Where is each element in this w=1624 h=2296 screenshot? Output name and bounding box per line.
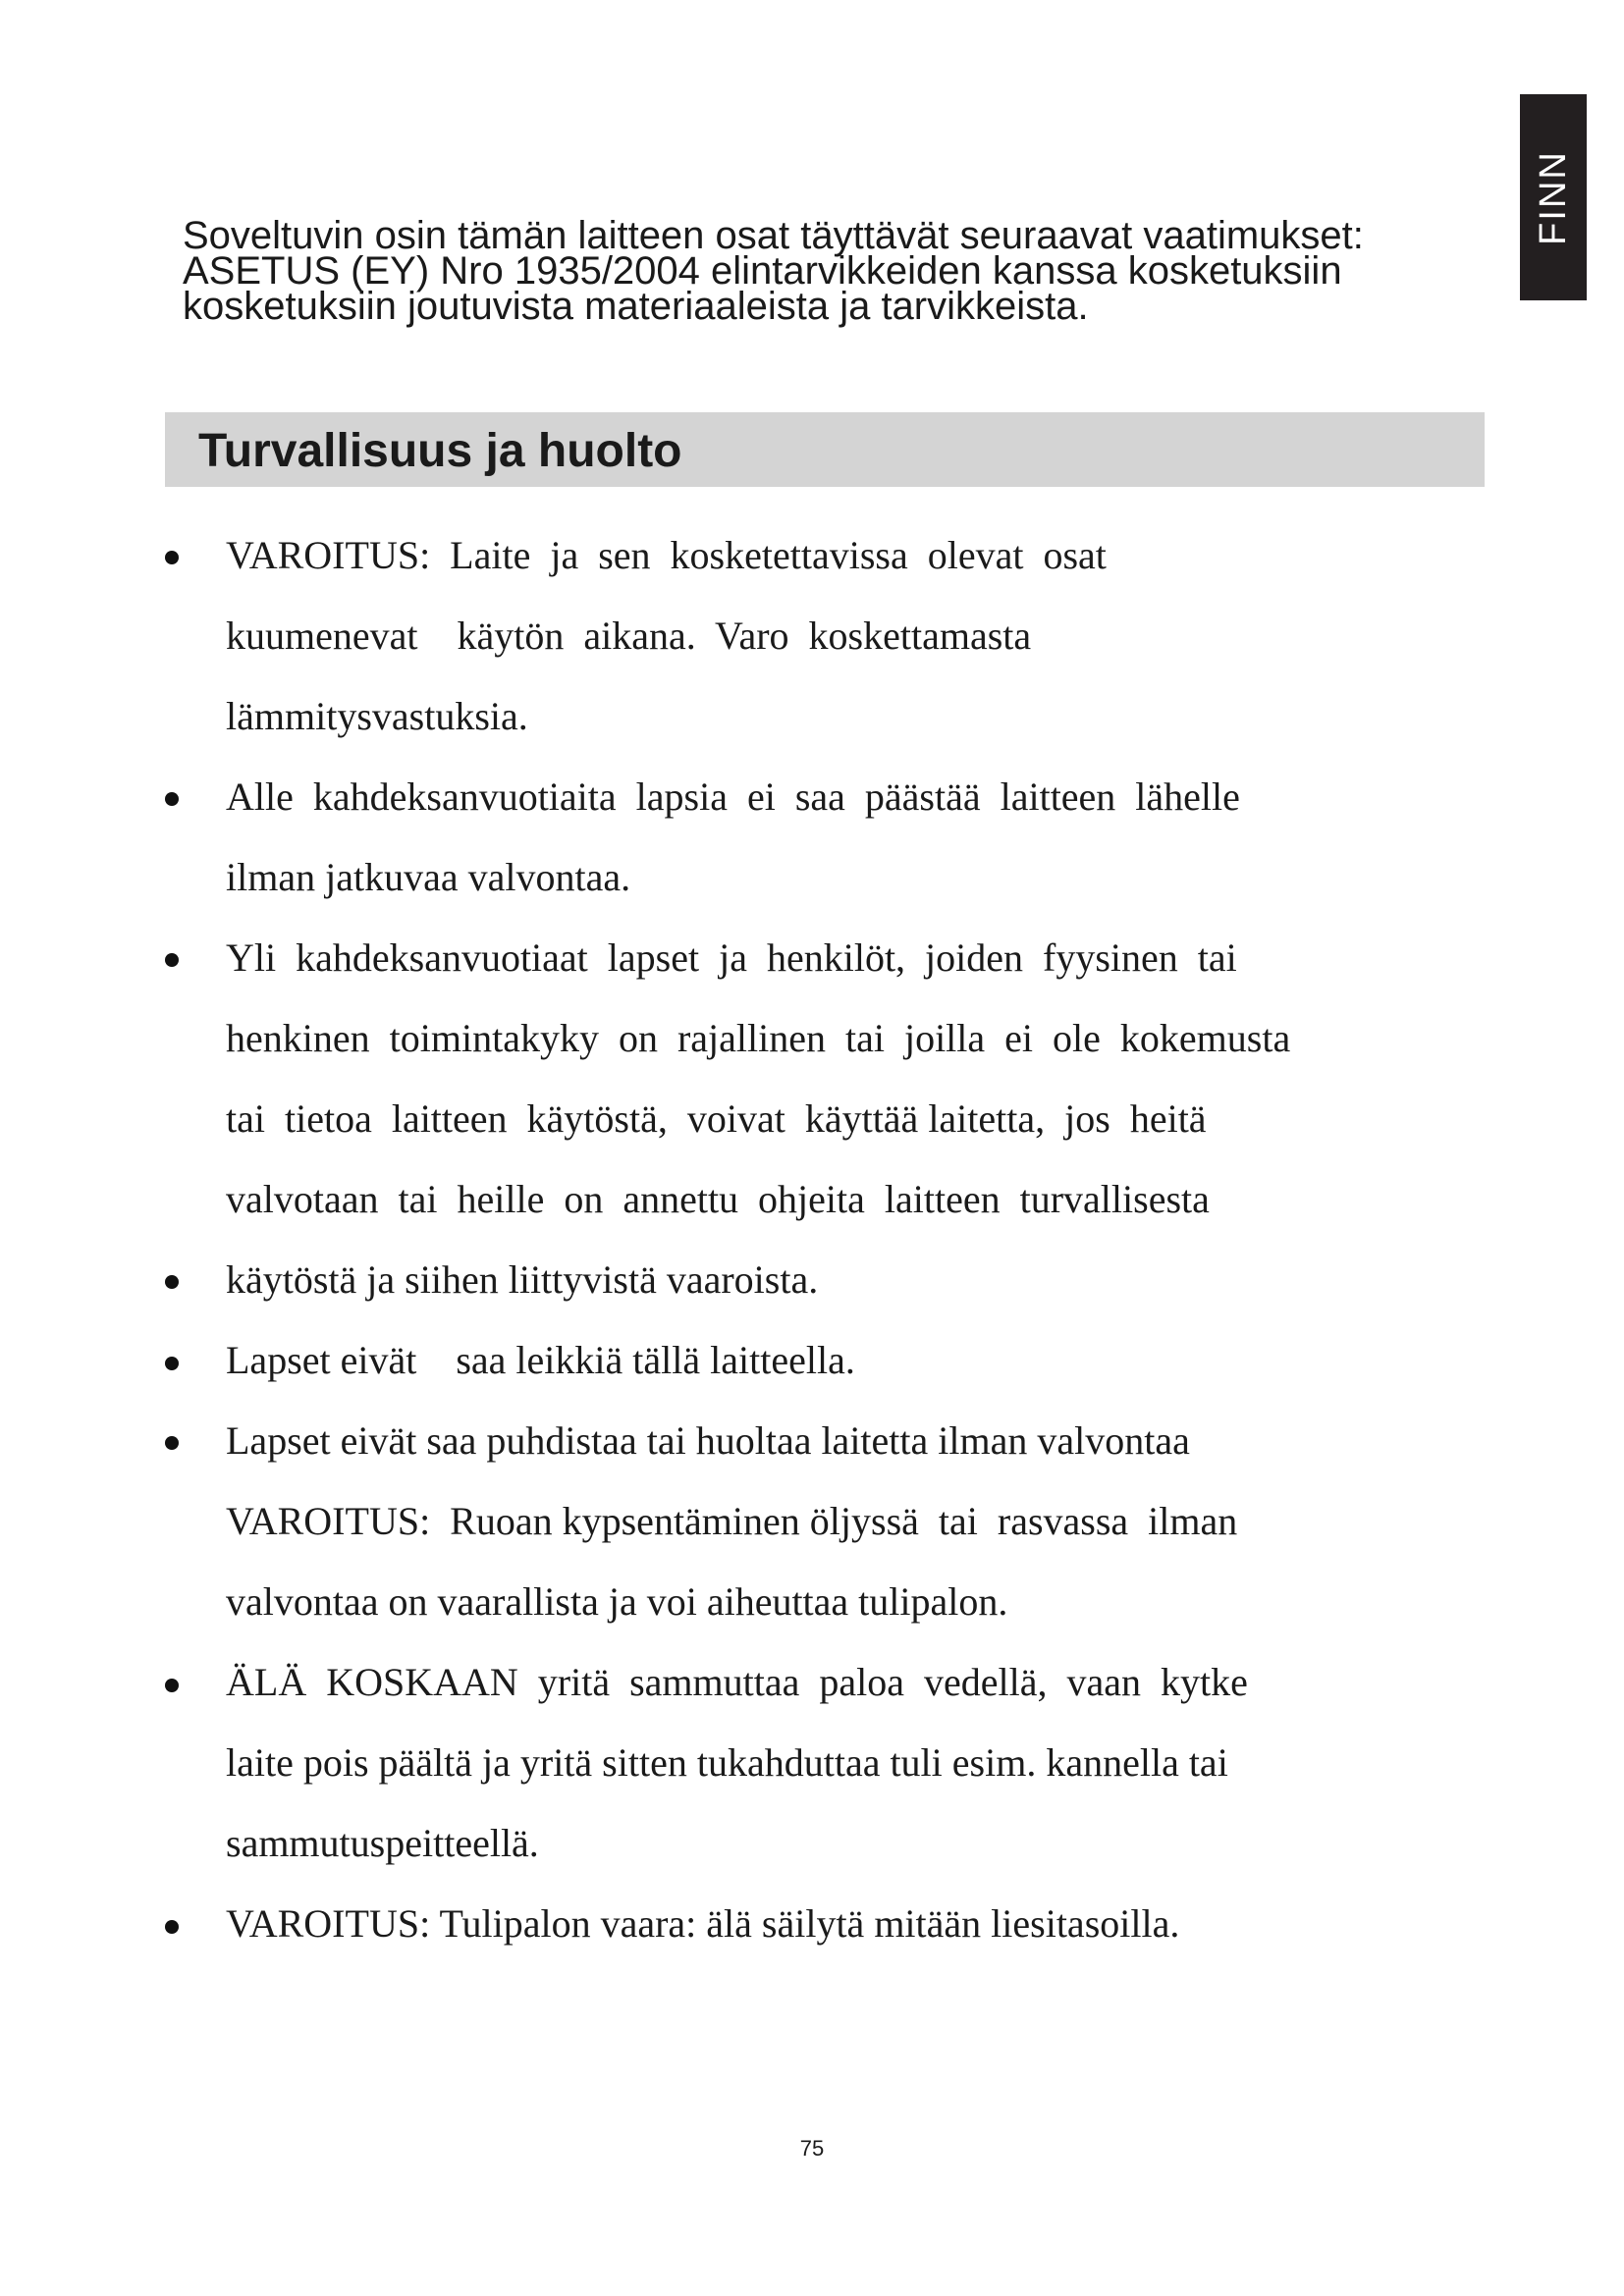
safety-text-line: Lapset eivät saa puhdistaa tai huoltaa laitetta ilman valvontaa — [226, 1418, 1190, 1463]
safety-text-line: VAROITUS: Tulipalon vaara: älä säilytä mitään liesitasoilla. — [226, 1901, 1180, 1946]
section-title: Turvallisuus ja huolto — [198, 425, 682, 477]
bullet-icon — [165, 1275, 179, 1289]
safety-text-line: VAROITUS: Ruoan kypsentäminen öljyssä tai rasvassa ilman — [226, 1499, 1238, 1543]
safety-text-line: Lapset eivät saa leikkiä tällä laitteella. — [226, 1338, 855, 1382]
safety-text-line: Yli kahdeksanvuotiaat lapset ja henkilöt, joiden fyysinen tai — [226, 935, 1237, 980]
section-header-bar — [165, 412, 1485, 487]
safety-text-line: henkinen toimintakyky on rajallinen tai joilla ei ole kokemusta — [226, 1016, 1291, 1060]
bullet-icon — [165, 1920, 179, 1934]
safety-text-line: lämmitysvastuksia. — [226, 694, 528, 738]
compliance-statement — [183, 214, 1498, 328]
safety-text-line: tai tietoa laitteen käytöstä, voivat käyttää laitetta, jos heitä — [226, 1096, 1207, 1141]
bullet-icon — [165, 1679, 179, 1692]
language-tab — [1520, 94, 1587, 300]
safety-text-line: käytöstä ja siihen liittyvistä vaaroista. — [226, 1257, 819, 1302]
safety-text-line: Alle kahdeksanvuotiaita lapsia ei saa päästää laitteen lähelle — [226, 774, 1240, 819]
bullet-icon — [165, 792, 179, 806]
bullet-icon — [165, 1357, 179, 1370]
intro-line: ASETUS (EY) Nro 1935/2004 elintarvikkeiden kanssa kosketuksiin — [183, 249, 1342, 293]
safety-text-line: laite pois päältä ja yritä sitten tukahduttaa tuli esim. kannella tai — [226, 1740, 1228, 1785]
page-number: 75 — [799, 2136, 825, 2161]
bullet-icon — [165, 1436, 179, 1450]
safety-text-line: valvotaan tai heille on annettu ohjeita laitteen turvallisesta — [226, 1177, 1210, 1221]
language-tab-label: FINN — [1532, 149, 1574, 245]
bullet-icon — [165, 953, 179, 967]
safety-text-line: sammutuspeitteellä. — [226, 1821, 539, 1865]
intro-line: Soveltuvin osin tämän laitteen osat täyttävät seuraavat vaatimukset: — [183, 214, 1364, 257]
safety-text-line: VAROITUS: Laite ja sen kosketettavissa olevat osat — [226, 533, 1107, 577]
safety-text-line: kuumenevat käytön aikana. Varo koskettamasta — [226, 614, 1032, 658]
safety-text-line: ÄLÄ KOSKAAN yritä sammuttaa paloa vedellä, vaan kytke — [226, 1660, 1248, 1704]
safety-text-line: valvontaa on vaarallista ja voi aiheuttaa tulipalon. — [226, 1579, 1008, 1624]
bullet-icon — [165, 551, 179, 564]
safety-text-line: ilman jatkuvaa valvontaa. — [226, 855, 631, 899]
intro-line: kosketuksiin joutuvista materiaaleista ja tarvikkeista. — [183, 285, 1089, 328]
